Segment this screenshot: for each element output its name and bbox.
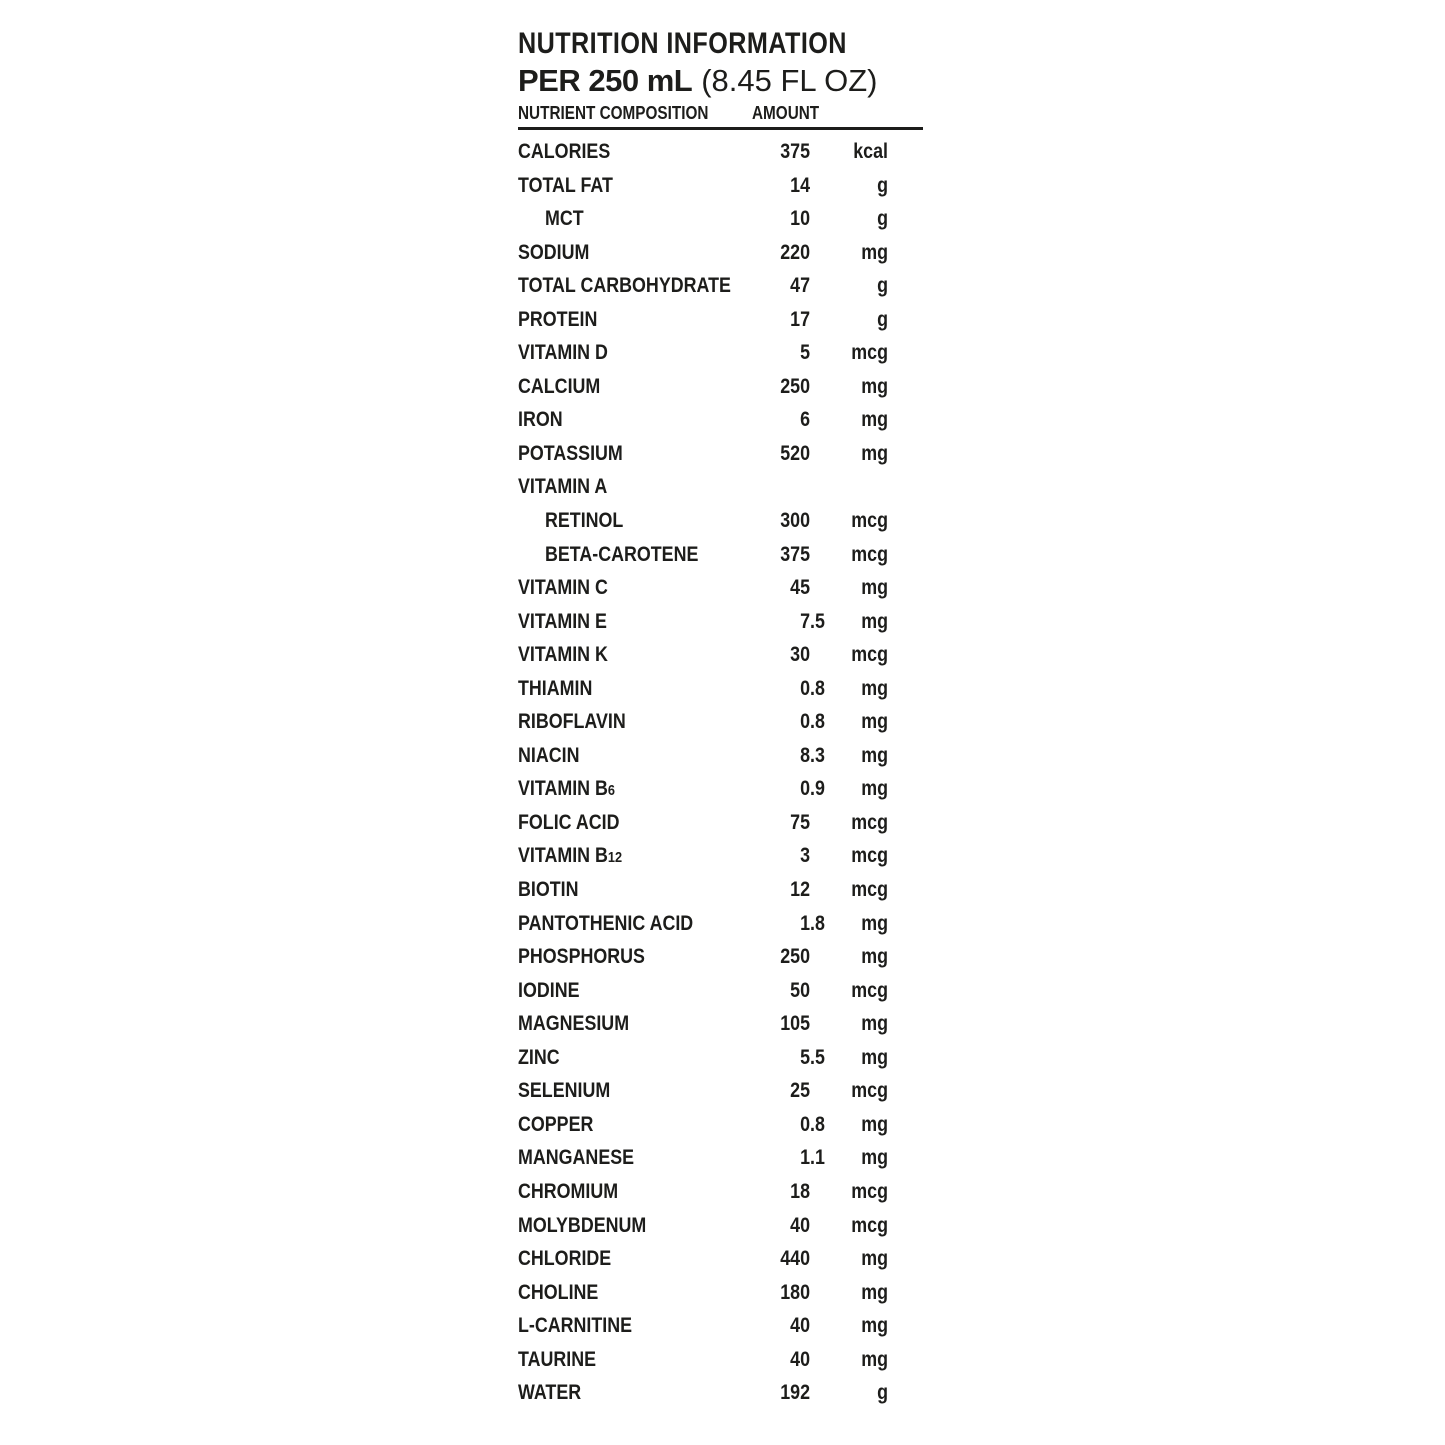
nutrient-label: VITAMIN K xyxy=(518,643,608,667)
nutrient-amount-integer: 25 xyxy=(790,1079,810,1103)
serving-size xyxy=(518,61,924,101)
nutrient-label: ZINC xyxy=(518,1045,560,1069)
nutrient-unit: mcg xyxy=(851,878,888,902)
nutrient-row xyxy=(518,605,924,639)
nutrient-amount-decimal: .5 xyxy=(810,609,825,633)
nutrient-amount-decimal: .8 xyxy=(810,1112,825,1136)
nutrient-row xyxy=(518,1376,924,1410)
nutrient-amount-decimal: .3 xyxy=(810,743,825,767)
nutrient-amount-integer: 12 xyxy=(790,878,810,902)
nutrient-row xyxy=(518,1141,924,1175)
serving-size-fl-oz: (8.45 FL OZ) xyxy=(701,63,878,98)
nutrient-row xyxy=(518,974,924,1008)
nutrient-amount-decimal: .9 xyxy=(810,777,825,801)
nutrient-label: MOLYBDENUM xyxy=(518,1213,647,1237)
panel-title: NUTRITION INFORMATION xyxy=(518,27,847,60)
nutrient-amount-decimal: .8 xyxy=(810,676,825,700)
nutrient-row xyxy=(518,403,924,437)
nutrient-label: TOTAL FAT xyxy=(518,173,613,197)
nutrient-row xyxy=(518,672,924,706)
nutrient-row xyxy=(518,772,924,806)
nutrient-amount-integer: 50 xyxy=(790,978,810,1002)
nutrient-unit: kcal xyxy=(853,140,888,163)
nutrient-row xyxy=(518,538,924,572)
nutrient-amount-integer: 375 xyxy=(780,542,810,566)
nutrient-label: FOLIC ACID xyxy=(518,810,620,834)
nutrient-unit: mg xyxy=(861,945,888,969)
nutrient-unit: mg xyxy=(861,777,888,801)
nutrient-amount-integer: 250 xyxy=(780,945,810,969)
nutrient-label: BETA-CAROTENE xyxy=(545,542,699,566)
nutrient-unit: mcg xyxy=(851,1213,888,1237)
nutrient-amount-integer: 47 xyxy=(790,274,810,298)
nutrient-amount-integer: 0 xyxy=(800,777,810,801)
nutrient-row xyxy=(518,806,924,840)
nutrient-amount-integer: 14 xyxy=(790,173,810,197)
nutrient-unit: mg xyxy=(861,408,888,432)
nutrient-unit: mg xyxy=(861,1045,888,1069)
nutrient-amount-integer: 10 xyxy=(790,207,810,231)
nutrient-amount-decimal: .1 xyxy=(810,1146,825,1170)
nutrient-label: SELENIUM xyxy=(518,1079,611,1103)
nutrient-row xyxy=(518,135,924,169)
nutrient-row xyxy=(518,169,924,203)
nutrient-table xyxy=(518,135,924,1410)
nutrient-amount-integer: 220 xyxy=(780,240,810,264)
nutrient-unit: mg xyxy=(861,240,888,264)
nutrient-unit: mg xyxy=(861,1347,888,1371)
nutrient-label: IODINE xyxy=(518,978,580,1002)
nutrient-label: TOTAL CARBOHYDRATE xyxy=(518,274,731,298)
nutrient-amount-integer: 180 xyxy=(780,1280,810,1304)
nutrient-label: BIOTIN xyxy=(518,878,579,902)
header-rule xyxy=(518,127,923,130)
nutrient-label: VITAMIN B6 xyxy=(518,777,616,801)
nutrient-row xyxy=(518,705,924,739)
nutrient-amount-decimal: .8 xyxy=(810,710,825,734)
nutrient-label: PHOSPHORUS xyxy=(518,945,645,969)
nutrient-row xyxy=(518,202,924,236)
nutrient-label: TAURINE xyxy=(518,1347,597,1371)
nutrient-amount-integer: 192 xyxy=(780,1381,810,1405)
nutrient-label: RETINOL xyxy=(545,509,624,533)
nutrient-label: IRON xyxy=(518,408,563,432)
nutrient-unit: g xyxy=(877,173,888,197)
nutrient-row xyxy=(518,1242,924,1276)
nutrient-label: CHOLINE xyxy=(518,1280,599,1304)
nutrient-row xyxy=(518,940,924,974)
nutrient-unit: mcg xyxy=(851,643,888,667)
nutrient-amount-decimal: .8 xyxy=(810,911,825,935)
nutrient-unit: mg xyxy=(861,1247,888,1271)
nutrient-unit: g xyxy=(877,307,888,331)
nutrient-row xyxy=(518,504,924,538)
nutrient-amount-integer: 30 xyxy=(790,643,810,667)
nutrient-row xyxy=(518,1209,924,1243)
nutrient-unit: mcg xyxy=(851,1179,888,1203)
nutrient-amount-integer: 1 xyxy=(800,911,810,935)
nutrient-unit: mg xyxy=(861,1012,888,1036)
nutrient-unit: g xyxy=(877,207,888,231)
nutrient-unit: mcg xyxy=(851,978,888,1002)
nutrient-amount-integer: 105 xyxy=(780,1012,810,1036)
nutrient-unit: mg xyxy=(861,911,888,935)
nutrient-amount-integer: 440 xyxy=(780,1247,810,1271)
nutrient-amount-integer: 0 xyxy=(800,710,810,734)
nutrient-unit: g xyxy=(877,1381,888,1405)
nutrient-amount-integer: 250 xyxy=(780,374,810,398)
nutrient-row xyxy=(518,873,924,907)
nutrient-label: PROTEIN xyxy=(518,307,598,331)
nutrient-amount-integer: 45 xyxy=(790,576,810,600)
nutrient-row xyxy=(518,1343,924,1377)
nutrient-amount-integer: 7 xyxy=(800,609,810,633)
nutrient-unit: mg xyxy=(861,441,888,465)
nutrient-row xyxy=(518,1108,924,1142)
nutrient-unit: mg xyxy=(861,676,888,700)
nutrient-amount-integer: 40 xyxy=(790,1347,810,1371)
nutrient-unit: g xyxy=(877,274,888,298)
nutrient-unit: mg xyxy=(861,609,888,633)
nutrient-row xyxy=(518,1074,924,1108)
nutrient-amount-decimal: .5 xyxy=(810,1045,825,1069)
nutrient-amount-integer: 6 xyxy=(800,408,810,432)
nutrient-unit: mg xyxy=(861,743,888,767)
nutrient-row xyxy=(518,839,924,873)
nutrient-label: CHROMIUM xyxy=(518,1179,619,1203)
nutrient-unit: mg xyxy=(861,1280,888,1304)
nutrient-row xyxy=(518,739,924,773)
nutrient-unit: mcg xyxy=(851,509,888,533)
nutrient-row xyxy=(518,638,924,672)
nutrient-unit: mg xyxy=(861,710,888,734)
nutrient-amount-integer: 375 xyxy=(780,140,810,163)
nutrient-amount-integer: 75 xyxy=(790,810,810,834)
nutrient-label-subscript: 6 xyxy=(607,782,616,800)
nutrient-label: VITAMIN E xyxy=(518,609,607,633)
nutrient-amount-integer: 40 xyxy=(790,1314,810,1338)
nutrient-unit: mcg xyxy=(851,542,888,566)
nutrient-label: MAGNESIUM xyxy=(518,1012,630,1036)
nutrient-amount-integer: 300 xyxy=(780,509,810,533)
nutrient-label: MCT xyxy=(545,207,584,231)
nutrient-label: VITAMIN C xyxy=(518,576,608,600)
nutrient-label: CALORIES xyxy=(518,140,611,163)
nutrient-row xyxy=(518,1276,924,1310)
nutrient-label: THIAMIN xyxy=(518,676,593,700)
nutrient-row xyxy=(518,1309,924,1343)
nutrient-row xyxy=(518,437,924,471)
nutrient-row xyxy=(518,571,924,605)
nutrient-row xyxy=(518,1007,924,1041)
nutrient-label-subscript: 12 xyxy=(607,849,623,867)
nutrient-row xyxy=(518,269,924,303)
nutrient-amount-integer: 5 xyxy=(800,341,810,365)
nutrient-label: CALCIUM xyxy=(518,374,601,398)
nutrient-label: NIACIN xyxy=(518,743,580,767)
nutrient-unit: mg xyxy=(861,1112,888,1136)
nutrient-unit: mg xyxy=(861,1146,888,1170)
nutrient-row xyxy=(518,336,924,370)
nutrient-amount-integer: 1 xyxy=(800,1146,810,1170)
nutrient-amount-integer: 18 xyxy=(790,1179,810,1203)
nutrient-row xyxy=(518,1041,924,1075)
nutrient-unit: mcg xyxy=(851,810,888,834)
nutrient-label: PANTOTHENIC ACID xyxy=(518,911,694,935)
nutrient-label: VITAMIN A xyxy=(518,475,608,499)
nutrient-amount-integer: 0 xyxy=(800,676,810,700)
nutrient-label: L-CARNITINE xyxy=(518,1314,633,1338)
nutrient-row xyxy=(518,907,924,941)
serving-size-volume: PER 250 mL xyxy=(518,63,693,98)
nutrient-label: CHLORIDE xyxy=(518,1247,612,1271)
nutrient-amount-integer: 520 xyxy=(780,441,810,465)
nutrient-amount-integer: 40 xyxy=(790,1213,810,1237)
nutrient-unit: mcg xyxy=(851,844,888,868)
nutrient-row xyxy=(518,236,924,270)
nutrient-amount-integer: 0 xyxy=(800,1112,810,1136)
nutrient-amount-integer: 8 xyxy=(800,743,810,767)
nutrient-unit: mcg xyxy=(851,1079,888,1103)
nutrient-amount-integer: 17 xyxy=(790,307,810,331)
nutrient-row xyxy=(518,470,924,504)
nutrient-label: WATER xyxy=(518,1381,582,1405)
nutrient-label: RIBOFLAVIN xyxy=(518,710,626,734)
nutrient-unit: mg xyxy=(861,576,888,600)
nutrient-row xyxy=(518,1175,924,1209)
nutrition-panel xyxy=(518,27,924,1410)
nutrient-label: MANGANESE xyxy=(518,1146,635,1170)
nutrient-label: VITAMIN B12 xyxy=(518,844,623,868)
nutrient-unit: mcg xyxy=(851,341,888,365)
nutrient-unit: mg xyxy=(861,374,888,398)
nutrient-amount-integer: 5 xyxy=(800,1045,810,1069)
nutrient-amount-integer: 3 xyxy=(800,844,810,868)
nutrient-label: POTASSIUM xyxy=(518,441,623,465)
nutrient-label: COPPER xyxy=(518,1112,594,1136)
nutrient-row xyxy=(518,370,924,404)
nutrient-label: SODIUM xyxy=(518,240,590,264)
column-headers xyxy=(518,101,924,125)
column-header-amount: AMOUNT xyxy=(752,103,820,123)
nutrient-label: VITAMIN D xyxy=(518,341,608,365)
nutrient-unit: mg xyxy=(861,1314,888,1338)
column-header-nutrient: NUTRIENT COMPOSITION xyxy=(518,103,709,123)
nutrient-row xyxy=(518,303,924,337)
